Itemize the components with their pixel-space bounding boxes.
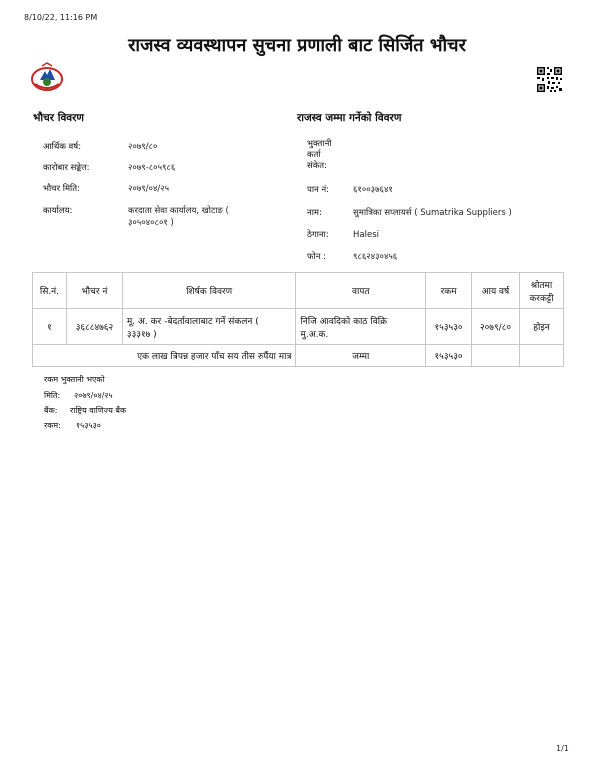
total-empty-cell <box>472 345 520 367</box>
table-row <box>33 309 564 345</box>
cell-purpose <box>296 309 426 345</box>
payment-date-label: मिति: <box>44 391 61 400</box>
cell-purpose-line2: मु.अ.क. <box>300 329 329 340</box>
payer-code-label-line3: संकेत: <box>307 161 327 171</box>
cell-heading <box>122 309 296 345</box>
table-header-row <box>33 273 564 309</box>
voucher-date-label: भौचर मिति: <box>43 184 80 194</box>
cell-sn: १ <box>33 309 67 345</box>
col-header-tds-line1: श्रोतमा <box>530 280 553 291</box>
print-timestamp: 8/10/22, 11:16 PM <box>24 13 98 22</box>
pan-label: पान नं: <box>307 185 330 195</box>
total-empty-cell <box>519 345 563 367</box>
phone-label: फोन : <box>307 252 327 262</box>
office-value-line2: ३०५०४०८०१ ) <box>128 218 174 228</box>
voucher-details-heading: भौचर विवरण <box>33 112 84 124</box>
total-amount: १५३५३० <box>426 345 472 367</box>
fiscal-year-value: २०७९/८० <box>128 142 158 152</box>
depositor-details-heading: राजस्व जम्मा गर्नेको विवरण <box>297 112 402 124</box>
pan-value: ६१००३७६४१ <box>353 185 393 195</box>
col-header-amount: रकम <box>426 273 472 309</box>
col-header-tds-line2: करकट्टी <box>529 293 554 304</box>
cell-heading-line1: मू. अ. कर -बेदर्तावालाबाट गर्ने संकलन ( <box>126 316 259 327</box>
table-total-row <box>33 345 564 367</box>
col-header-heading: शिर्षक विवरण <box>122 273 296 309</box>
voucher-table <box>32 272 564 367</box>
payment-date-value: २०७९/०४/२५ <box>74 391 113 400</box>
fiscal-year-label: आर्थिक वर्ष: <box>43 142 82 152</box>
cell-voucher-no: ३६८८४७६२ <box>66 309 122 345</box>
name-label: नाम: <box>307 208 322 218</box>
col-header-purpose: वापत <box>296 273 426 309</box>
total-amount-in-words: एक लाख त्रिपन्न हजार पाँच सय तीस रुपैंया मात्र <box>33 345 296 367</box>
address-label: ठेगाना: <box>307 230 329 240</box>
payment-bank-label: बैंक: <box>44 406 58 415</box>
qr-code-icon <box>536 66 563 93</box>
page-number: 1/1 <box>556 744 569 753</box>
address-value: Halesi <box>353 230 379 240</box>
page-title: राजस्व व्यवस्थापन सुचना प्रणाली बाट सिर्जित भौचर <box>128 35 466 56</box>
cell-heading-line2: ३३३१७ ) <box>126 329 157 340</box>
payment-amount-label: रकम: <box>44 421 61 430</box>
cell-amount: १५३५३० <box>426 309 472 345</box>
col-header-income-year: आय वर्ष <box>472 273 520 309</box>
total-label: जम्मा <box>296 345 426 367</box>
nepal-government-emblem-icon <box>30 62 64 92</box>
name-value: सुमात्रिका सप्लायर्स ( Sumatrika Suppliers ) <box>353 208 512 218</box>
col-header-sn: सि.नं. <box>33 273 67 309</box>
cell-purpose-line1: निजि आवदिको काठ विक्रि <box>300 316 387 327</box>
payment-amount-value: १५३५३० <box>76 421 101 430</box>
transaction-code-label: कारोबार सङ्केत: <box>43 163 90 173</box>
cell-income-year: २०७९/८० <box>472 309 520 345</box>
col-header-tds <box>519 273 563 309</box>
payment-heading: रकम भुक्तानी भएको <box>44 375 105 384</box>
phone-value: ९८६२४३०४५६ <box>353 252 398 262</box>
payer-code-label-line2: कर्ता <box>307 150 321 160</box>
office-value-line1: करदाता सेवा कार्यालय, खोटाङ ( <box>128 206 229 216</box>
voucher-date-value: २०७९/०४/२५ <box>128 184 170 194</box>
payer-code-label-line1: भुक्तानी <box>307 139 332 149</box>
payment-bank-value: राष्ट्रिय वाणिज्य बैंक <box>70 406 127 415</box>
office-label: कार्यालय: <box>43 206 73 216</box>
col-header-voucher-no: भौचर नं <box>66 273 122 309</box>
cell-tds: होइन <box>519 309 563 345</box>
transaction-code-value: २०७९-८०५९८६ <box>128 163 176 173</box>
